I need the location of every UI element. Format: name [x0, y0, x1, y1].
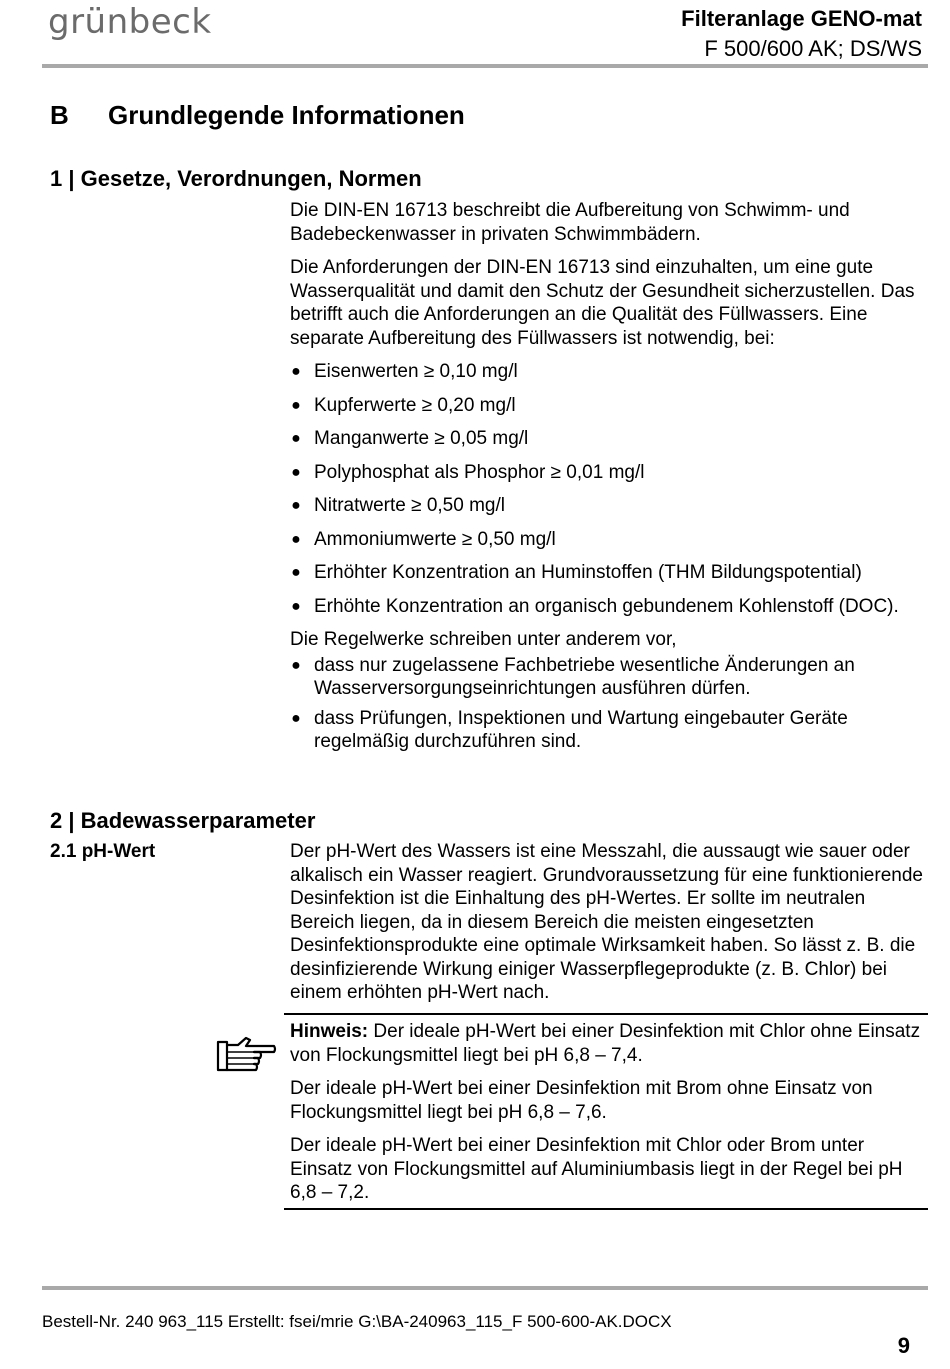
- hint-box: [290, 1020, 924, 1215]
- list-item: [290, 461, 924, 485]
- hint-label: Hinweis:: [290, 1021, 369, 1042]
- list-item: [290, 394, 924, 418]
- laws-body: [290, 199, 924, 760]
- document-title: [681, 6, 922, 32]
- list-item-text: dass nur zugelassene Fachbetriebe wesentliche Änderungen an Wasserversorgungseinrichtungen ausführen dürfen.: [314, 654, 855, 699]
- list-item: [290, 595, 924, 619]
- ph-paragraph: Der pH-Wert des Wassers ist eine Messzahl, die aussaugt wie sauer oder alkalisch ein Wasser reagiert. Grundvoraussetzung für eine funktionierende Desinfektion ist die Einhaltung des pH-Wertes. Er sollte im neutralen Bereich liegen, da in diesem Bereich die meisten eingesetzten Desinfektionsprodukte eine optimale Wirksamkeit haben. So lässt z. B. die desinfizierende Wirkung einiger Wasserpflegeprodukte (z. B. Chlor) bei einem erhöhten pH-Wert nach.: [290, 841, 923, 1003]
- list-item-text: Nitratwerte ≥ 0,50 mg/l: [314, 495, 505, 516]
- laws-paragraph-3: Die Regelwerke schreiben unter anderem vor,: [290, 629, 677, 650]
- title-brand: GENO-mat: [810, 6, 922, 31]
- hint-top-rule: [284, 1013, 928, 1015]
- laws-paragraph-2: Die Anforderungen der DIN-EN 16713 sind einzuhalten, um eine gute Wasserqualität und damit den Schutz der Gesundheit sicherzustellen. Das betrifft auch die Anforderungen an die Qualität des Füllwassers. Eine separate Aufbereitung des Füllwassers ist notwendig, bei:: [290, 257, 915, 349]
- hint-paragraph-1: [290, 1020, 924, 1067]
- list-item-text: Kupferwerte ≥ 0,20 mg/l: [314, 394, 516, 416]
- bullet-icon: ●: [291, 656, 301, 674]
- pointing-hand-icon: [216, 1032, 278, 1074]
- list-item: [290, 427, 924, 451]
- bullet-icon: ●: [291, 430, 301, 447]
- hint-paragraph-3: Der ideale pH-Wert bei einer Desinfektion mit Chlor oder Brom unter Einsatz von Flockungsmittel auf Aluminiumbasis liegt in der Regel bei pH 6,8 – 7,2.: [290, 1135, 903, 1203]
- bullet-icon: ●: [291, 530, 301, 548]
- hint-text-1: Der ideale pH-Wert bei einer Desinfektion mit Chlor ohne Einsatz von Flockungsmittel liegt bei pH 6,8 – 7,4.: [290, 1021, 921, 1066]
- list-item: [290, 528, 924, 552]
- list-item: [290, 707, 924, 754]
- document-subtitle: F 500/600 AK; DS/WS: [704, 36, 922, 61]
- page-number: 9: [897, 1333, 910, 1358]
- section-letter: B: [50, 100, 69, 130]
- bullet-icon: ●: [291, 497, 301, 514]
- heading-ph-value: 2.1 pH-Wert: [50, 841, 156, 862]
- laws-paragraph-1: Die DIN-EN 16713 beschreibt die Aufbereitung von Schwimm- und Badebeckenwasser in privaten Schwimmbädern.: [290, 200, 850, 245]
- limit-values-list: [290, 360, 924, 618]
- hint-bottom-rule: [284, 1208, 928, 1210]
- bullet-icon: ●: [291, 709, 301, 727]
- section-title: Grundlegende Informationen: [108, 100, 465, 130]
- list-item: [290, 654, 924, 701]
- list-item: [290, 561, 924, 585]
- heading-laws: 1 | Gesetze, Verordnungen, Normen: [50, 166, 422, 191]
- title-prefix: Filteranlage: [681, 6, 811, 31]
- bullet-icon: ●: [291, 597, 301, 615]
- list-item-text: Eisenwerten ≥ 0,10 mg/l: [314, 361, 518, 382]
- hint-paragraph-2: Der ideale pH-Wert bei einer Desinfektion mit Brom ohne Einsatz von Flockungsmittel liegt bei pH 6,8 – 7,6.: [290, 1078, 873, 1123]
- list-item-text: Manganwerte ≥ 0,05 mg/l: [314, 428, 529, 449]
- list-item: [290, 494, 924, 518]
- regulations-list: [290, 654, 924, 754]
- bullet-icon: ●: [291, 564, 301, 581]
- header-rule: [42, 64, 928, 68]
- bullet-icon: ●: [291, 363, 301, 380]
- bullet-icon: ●: [291, 396, 301, 414]
- list-item-text: Erhöhte Konzentration an organisch gebundenem Kohlenstoff (DOC).: [314, 595, 899, 617]
- grunbeck-logo: grünbeck: [48, 2, 212, 42]
- list-item: [290, 360, 924, 384]
- footer-text: Bestell-Nr. 240 963_115 Erstellt: fsei/mrie G:\BA-240963_115_F 500-600-AK.DOCX: [42, 1312, 672, 1331]
- list-item-text: Polyphosphat als Phosphor ≥ 0,01 mg/l: [314, 461, 645, 483]
- list-item-text: Erhöhter Konzentration an Huminstoffen (THM Bildungspotential): [314, 562, 862, 583]
- list-item-text: Ammoniumwerte ≥ 0,50 mg/l: [314, 528, 556, 550]
- footer-rule: [42, 1286, 928, 1290]
- bullet-icon: ●: [291, 463, 301, 481]
- list-item-text: dass Prüfungen, Inspektionen und Wartung eingebauter Geräte regelmäßig durchzuführen sind.: [314, 707, 848, 752]
- heading-bath-water-parameters: 2 | Badewasserparameter: [50, 808, 316, 833]
